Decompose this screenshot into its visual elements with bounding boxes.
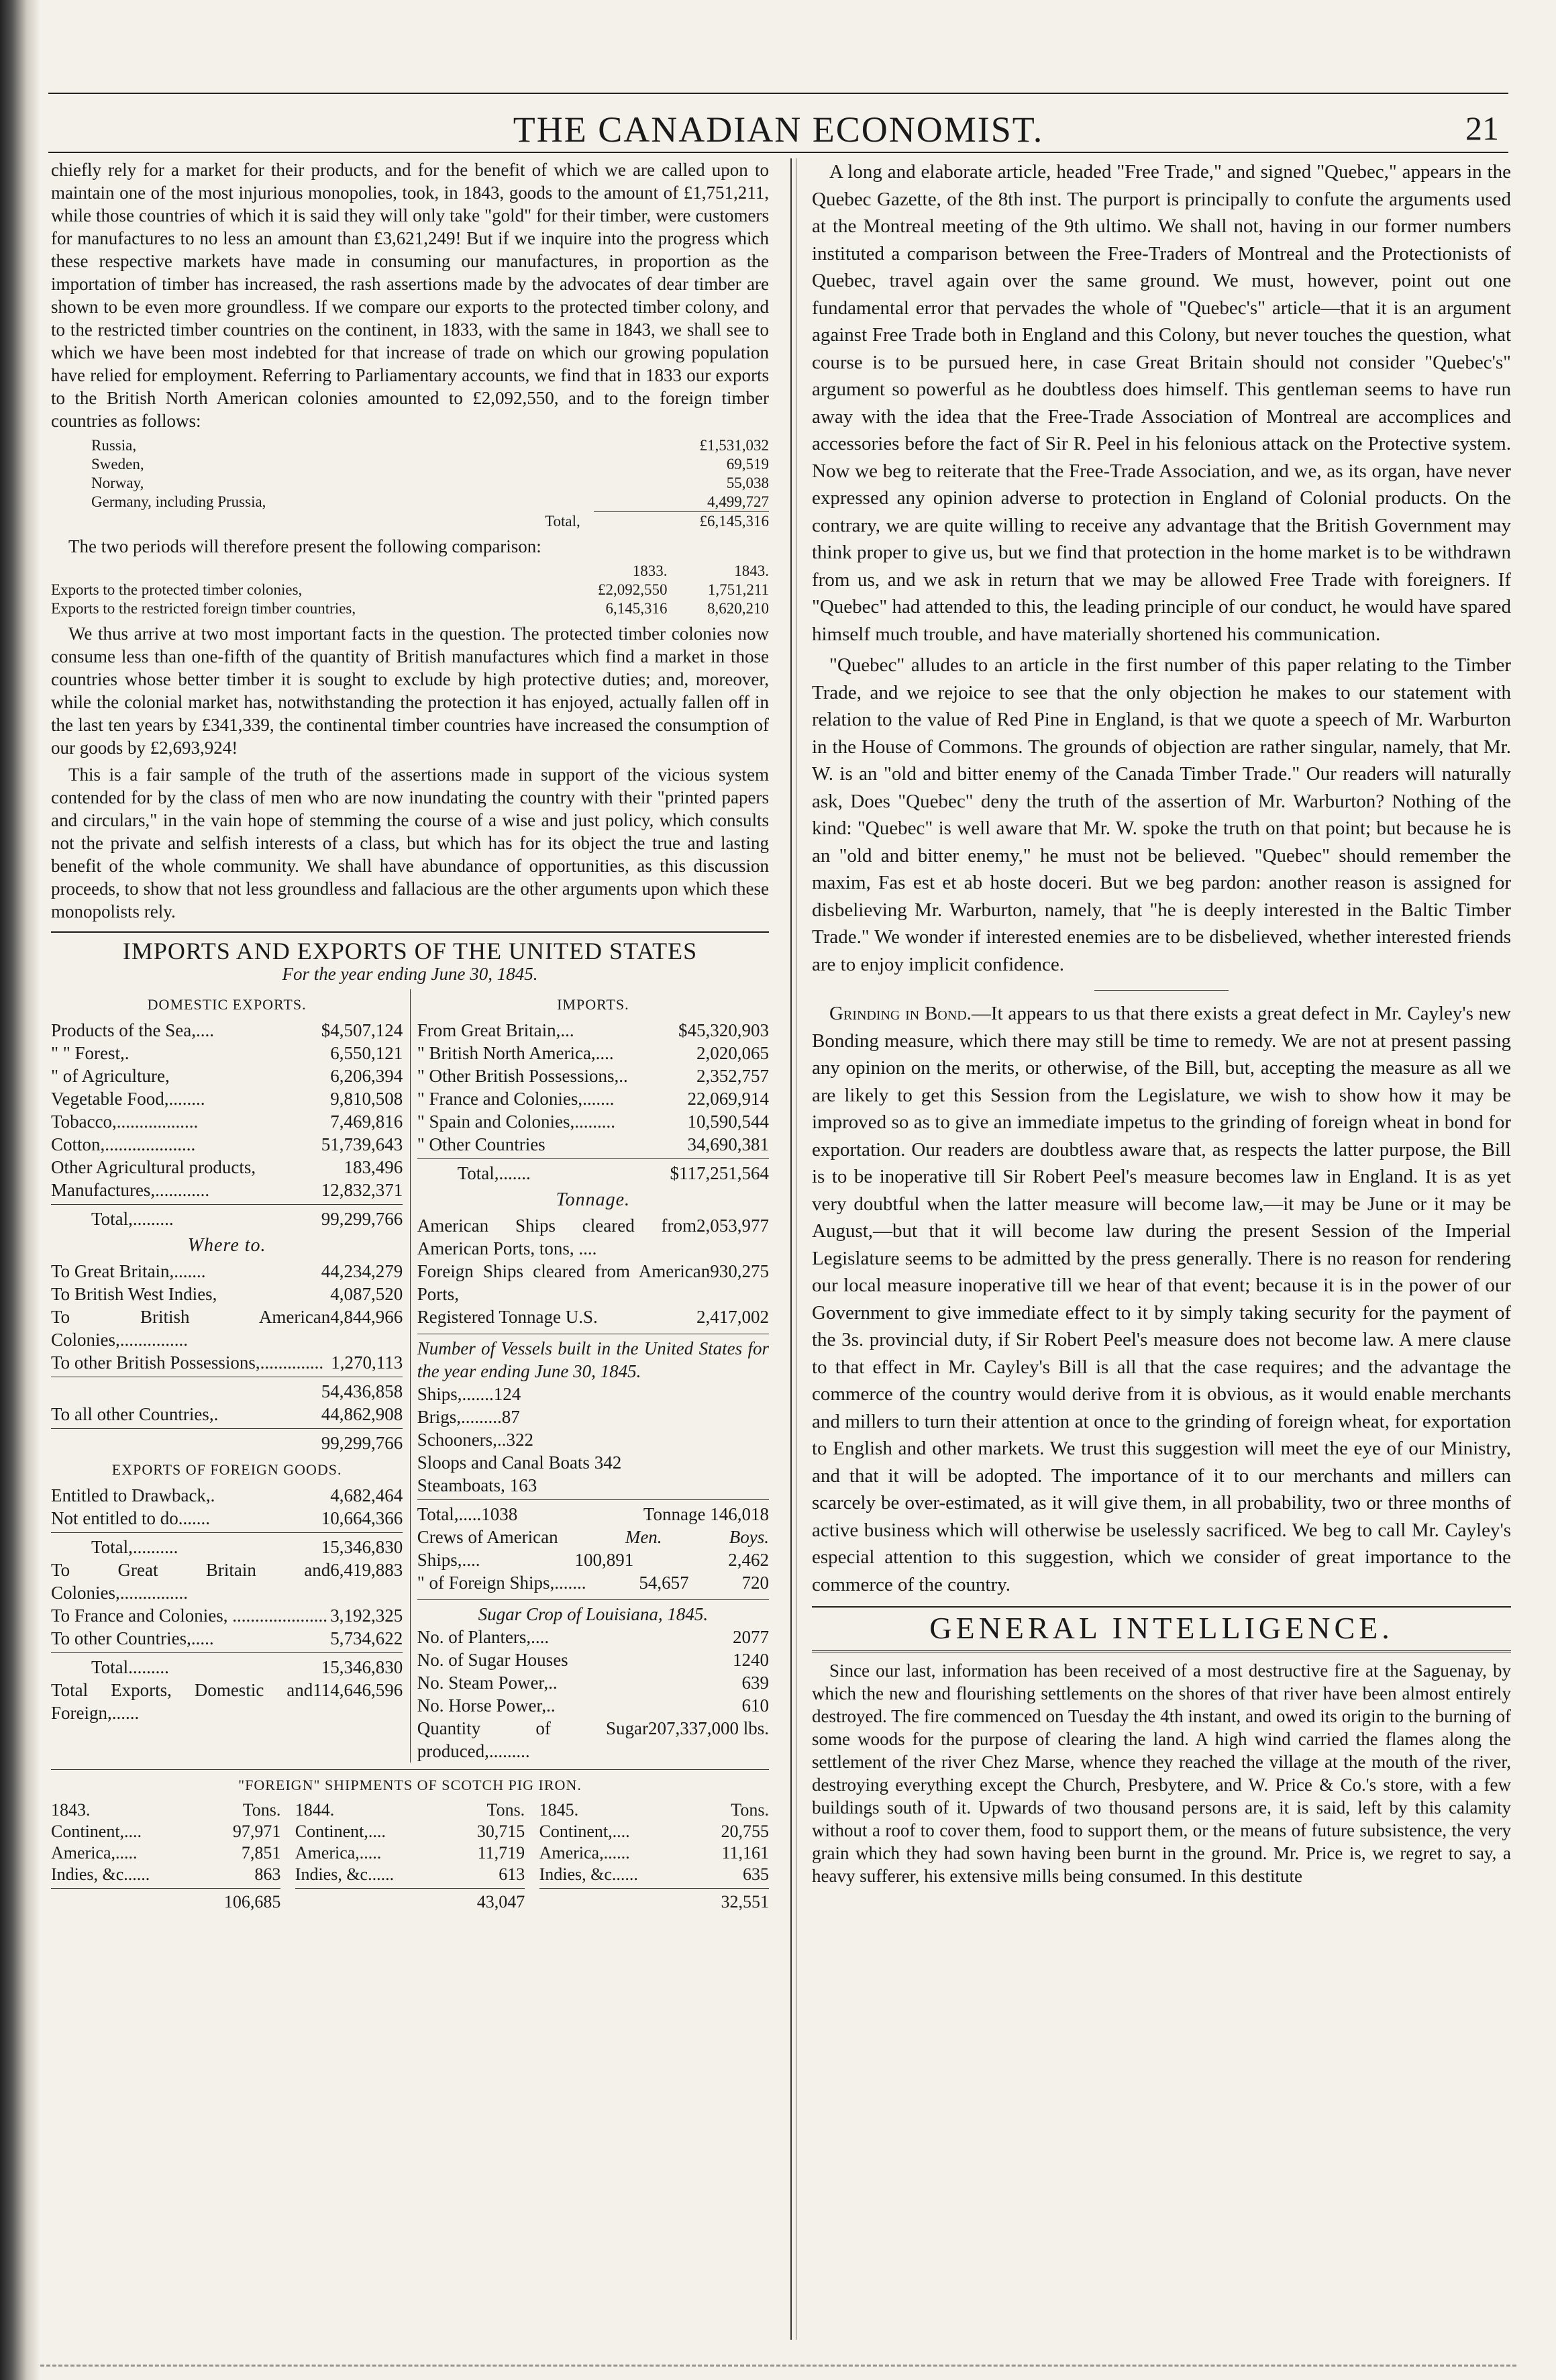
list-item: " France and Colonies,....... 22,069,914 [417, 1089, 769, 1109]
section-rule [812, 1650, 1511, 1652]
total-row: Total......... 15,346,830 [51, 1652, 403, 1679]
list-item: " British North America,.... 2,020,065 [417, 1043, 769, 1063]
crews-head: Crews of American Men. Boys. [417, 1527, 769, 1547]
pig-iron-col: 1844. Tons. Continent,.... 30,715 America,..... 11,719 Indies, &c...... 613 43,047 [295, 1800, 525, 1912]
table-row: Norway, 55,038 [91, 475, 769, 491]
list-item: To all other Countries,. 44,862,908 [51, 1404, 403, 1424]
total-row: Total,.....1038 Tonnage 146,018 [417, 1499, 769, 1526]
list-item: No. Horse Power,.. 610 [417, 1695, 769, 1716]
list-item: Steamboats, 163 [417, 1475, 537, 1495]
list-item: Total Exports, Domestic and Foreign,...... 114,646,596 [51, 1680, 403, 1723]
list-item: Sloops and Canal Boats 342 [417, 1452, 622, 1473]
section-rule [1094, 990, 1229, 991]
total-row: 32,551 [539, 1888, 769, 1913]
article-paragraph: A long and elaborate article, headed "Free Trade," and signed "Quebec," appears in the Quebec Gazette, of the 8th inst. The purport is principally to confute the arguments used at the Montreal meeting of the 9th ultimo. We shall not, having in our former numbers instituted a comparison between the Free-Traders of Montreal and the Protectionists of Quebec, travel again over the same ground. We must, however, point out one fundamental error that pervades the whole of "Quebec's" article—that it is an argument against Free Trade both in England and this Colony, but never touches the question, what course is to be pursued here, in case Great Britain should not consider "Quebec's" argument so powerful as he doubtless does himself. This gentleman seems to have run away with the idea that the Free-Trade Association of Montreal are accomplices and accessories before the fact of Sir R. Peel in his felonious attack on the Protective system. Now we beg to reiterate that the Free-Trade Association, and we, as its organ, have never expressed any opinion adverse to protection in England of Colonial products. On the contrary, we are quite willing to receive any advantage that the British Government may think proper to give us, but we find that protection in the home market is to be withdrawn from us, and we ask in return that we may be allowed Free Trade with foreigners. If "Quebec" had attended to this, the leading principle of our conduct, he would have spared himself much trouble, and have materially shortened his communication. [812, 161, 1511, 645]
total-row: 106,685 [51, 1888, 280, 1913]
foreign-goods-head: EXPORTS OF FOREIGN GOODS. [111, 1461, 342, 1478]
list-item: " of Agriculture, 6,206,394 [51, 1066, 403, 1086]
list-item: From Great Britain,... $45,320,903 [417, 1020, 769, 1040]
list-item: Continent,.... 30,715 [295, 1822, 525, 1841]
article-paragraph: We thus arrive at two most important facts in the question. The protected timber colonies now consume less than one-fifth of the quantity of British manufactures which find a market in those countries whose better timber it is sought to exclude by high protective duties; and, moreover, while the colonial market has, notwithstanding the protection it has enjoyed, actually fallen off in the last ten years by £341,339, the continental timber countries have increased the consumption of our goods by £2,693,924! [51, 624, 769, 758]
table-row: Germany, including Prussia, 4,499,727 [51, 493, 769, 512]
list-item: Ships,.... 100,891 2,462 [417, 1550, 769, 1570]
total-row: Total,......... 99,299,766 [51, 1204, 403, 1230]
vessels-head: Number of Vessels built in the United States for the year ending June 30, 1845. [417, 1334, 769, 1383]
left-column [51, 158, 769, 1913]
sugar-head: Sugar Crop of Louisiana, 1845. [417, 1599, 769, 1626]
domestic-exports-head: DOMESTIC EXPORTS. [147, 996, 307, 1013]
list-item: " Spain and Colonies,......... 10,590,544 [417, 1111, 769, 1132]
list-item: " of Foreign Ships,....... 54,657 720 [417, 1573, 769, 1593]
list-item: To other British Possessions,.............. 1,270,113 [51, 1352, 403, 1373]
imports-head: IMPORTS. [557, 996, 629, 1013]
list-item: To other Countries,..... 5,734,622 [51, 1628, 403, 1648]
table-row: 1833. 1843. [632, 562, 769, 579]
list-item: Other Agricultural products, 183,496 [51, 1157, 403, 1177]
pig-iron-title: "FOREIGN" SHIPMENTS OF SCOTCH PIG IRON. [238, 1777, 582, 1793]
imports-column [410, 989, 769, 1763]
list-item: To Great Britain,....... 44,234,279 [51, 1261, 403, 1281]
section-rule [51, 1769, 769, 1770]
article-paragraph: Grinding in Bond.—It appears to us that there exists a great defect in Mr. Cayley's new Bonding measure, which there may still be time to remedy. We are not at present passing any opinion on the merits, or otherwise, of the Bill, but, accepting the measure as all we are likely to get this Session from the Legislature, we wish to show how it may be improved so as to give an immediate impetus to the grinding of foreign wheat in bond for exportation. Our readers are doubtless aware that, as respects the latter purpose, the Bill is to be inoperative till Sir Robert Peel's measure becomes law in England. It is as yet very doubtful when the latter measure will become law,—it may be June or it may be August,—but that it will become law during the present Session of the Imperial Legislature seems to be admitted by the press generally. There is no reason for rendering our local measure inoperative till we hear of that event; because it is in the power of our Government to give immediate effect to it by simply taking security for the payment of the 3s. provincial duty, if Sir Robert Peel's measure does not become law. A mere clause to that effect in Mr. Cayley's Bill is all that the case requires; and the advantage the commerce of the country would derive from it is obvious, as it would enable merchants and millers to turn their attention at once to the grinding of foreign wheat, for exportation to English and other markets. We trust this suggestion will meet the eye of our Ministry, and that it will be adopted. The importance of it to our merchants and millers can scarcely be over-estimated, as it will give them, in all probability, two or three months of active business which will otherwise be uselessly sacrificed. We beg to call Mr. Cayley's especial attention to this suggestion, which we consider of great importance to the commerce of the country. [812, 1003, 1511, 1595]
list-item: To Great Britain and Colonies,............... 6,419,883 [51, 1560, 403, 1603]
right-column [812, 158, 1511, 1891]
total-row: Total,....... $117,251,564 [417, 1158, 769, 1185]
article-paragraph: chiefly rely for a market for their products, and for the benefit of which we are called upon to maintain one of the most injurious monopolies, took, in 1843, goods to the amount of £1,751,211, while those countries of which it is said they will only take "gold" for their timber, were customers for manufactures to no less an amount than £3,621,249! But if we inquire into the progress which these respective markets have made in consuming our manufactures, in proportion as the importation of timber has increased, the rash assertions made by the advocates of dear timber are shown to be even more groundless. If we compare our exports to the protected timber colony, and to the restricted timber countries on the continent, in 1833, with the same in 1843, we shall see to which we have been most indebted for that increase of trade on which our growing population have relied for employment. Referring to Parliamentary accounts, we find that in 1833 our exports to the British North American colonies amounted to £2,092,550, and to the foreign timber countries as follows: [51, 160, 769, 431]
list-item: Ships,.......124 [417, 1384, 521, 1404]
list-item: Brigs,.........87 [417, 1407, 520, 1427]
list-item: Schooners,..322 [417, 1430, 533, 1450]
section-rule [812, 1606, 1511, 1608]
countries-table [51, 436, 769, 531]
list-item: Indies, &c...... 635 [539, 1865, 769, 1884]
list-item: Tobacco,.................. 7,469,816 [51, 1111, 403, 1132]
list-item: America,..... 11,719 [295, 1843, 525, 1863]
list-item: Cotton,.................... 51,739,643 [51, 1134, 403, 1154]
list-item: Registered Tonnage U.S. 2,417,002 [417, 1307, 769, 1327]
article-lead: Grinding in Bond. [829, 1003, 972, 1024]
bottom-edge [40, 2365, 1516, 2376]
list-item: " Other British Possessions,.. 2,352,757 [417, 1066, 769, 1086]
list-item: Indies, &c...... 613 [295, 1865, 525, 1884]
list-item: Vegetable Food,........ 9,810,508 [51, 1089, 403, 1109]
list-item: No. Steam Power,.. 639 [417, 1673, 769, 1693]
list-item: America,..... 7,851 [51, 1843, 281, 1863]
general-intelligence-title: GENERAL INTELLIGENCE. [929, 1611, 1394, 1645]
column-divider [790, 158, 792, 2340]
list-item: Quantity of Sugar produced,......... 207,337,000 lbs. [417, 1718, 769, 1761]
imports-tables [51, 989, 769, 1763]
list-item: To British American Colonies,............... 4,844,966 [51, 1307, 403, 1350]
list-item: Manufactures,............ 12,832,371 [51, 1180, 403, 1200]
total-row: 43,047 [295, 1888, 525, 1913]
total-row: Total,.......... 15,346,830 [51, 1532, 403, 1558]
list-item: " " Forest,. 6,550,121 [51, 1043, 403, 1063]
section-rule [51, 931, 769, 933]
comparison-table [51, 562, 769, 618]
list-item: No. of Sugar Houses 1240 [417, 1650, 769, 1670]
page-header [48, 106, 1508, 148]
article-paragraph: This is a fair sample of the truth of the assertions made in support of the vicious system contended for by the class of men who are now inundating the country with their "printed papers and circulars," in the vain hope of stemming the course of a wise and just policy, which consults not the private and selfish interests of a class, but which has for its object the true and lasting benefit of the whole community. We shall have abundance of opportunities, as this discussion proceeds, to show that not less groundless and fallacious are the other arguments upon which these monopolists rely. [51, 764, 769, 922]
tonnage-head: Tonnage. [556, 1189, 631, 1210]
list-item: To British West Indies, 4,087,520 [51, 1284, 403, 1304]
page-number: 21 [1465, 109, 1499, 147]
pig-iron-col: 1845. Tons. Continent,.... 20,755 America,...... 11,161 Indies, &c...... 635 32,551 [539, 1800, 769, 1912]
article-paragraph: Since our last, information has been received of a most destructive fire at the Saguenay, by which the new and flourishing settlements on the shores of that river have been almost entirely destroyed. The fire commenced on Tuesday the 4th instant, and owed its origin to the burning of some woods for the purpose of clearing the land. A high wind carried the flames along the settlement of the river Chez Marse, whence they reached the village at the mouth of the river, destroying everything except the Church, Presbytere, and W. Price & Co.'s store, with a few buildings south of it. Upwards of two thousand persons are, it is said, left by this calamity without a roof to cover them, food to support them, or the means of future subsistence, the very grain which they had sown having been burnt in the ground. Mr. Price is, we regret to say, a heavy sufferer, his extensive mills being consumed. In this destitute [812, 1660, 1511, 1886]
list-item: America,...... 11,161 [539, 1843, 769, 1863]
list-item: Foreign Ships cleared from American Ports, 930,275 [417, 1261, 769, 1304]
table-row: Exports to the protected timber colonies, £2,092,550 1,751,211 [51, 581, 769, 598]
list-item: Products of the Sea,.... $4,507,124 [51, 1020, 403, 1040]
pig-iron-col: 1843. Tons. Continent,.... 97,971 America,..... 7,851 Indies, &c...... 863 106,685 [51, 1800, 281, 1912]
header-rule [48, 152, 1508, 153]
table-row: Total, £6,145,316 [545, 512, 769, 530]
list-item: Entitled to Drawback,. 4,682,464 [51, 1485, 403, 1505]
pig-iron-table [51, 1799, 769, 1913]
list-item: To France and Colonies, ..................... 3,192,325 [51, 1605, 403, 1626]
article-paragraph: The two periods will therefore present the following comparison: [68, 536, 541, 556]
table-row: Russia, £1,531,032 [91, 437, 769, 454]
page-binding-edge [0, 0, 40, 2380]
subtotal-row: 54,436,858 [51, 1377, 403, 1403]
imports-title: IMPORTS AND EXPORTS OF THE UNITED STATES [122, 938, 698, 964]
list-item: Continent,.... 20,755 [539, 1822, 769, 1841]
list-item: " Other Countries 34,690,381 [417, 1134, 769, 1154]
table-row: Exports to the restricted foreign timber countries, 6,145,316 8,620,210 [51, 600, 769, 617]
list-item: Continent,.... 97,971 [51, 1822, 281, 1841]
table-row: Sweden, 69,519 [91, 456, 769, 473]
article-paragraph: "Quebec" alludes to an article in the first number of this paper relating to the Timber Trade, and we rejoice to see that the only objection he makes to our statement with relation to the value of Red Pine in England, is that we quote a speech of Mr. Warburton in the House of Commons. The grounds of objection are rather singular, namely, that Mr. W. is an "old and bitter enemy of the Canada Timber Trade." Our readers will naturally ask, Does "Quebec" deny the truth of the assertion of Mr. Warburton? Nothing of the kind: "Quebec" is well aware that Mr. W. spoke the truth on that point; but because he is an "old and bitter enemy," he must not be believed. "Quebec" should remember the maxim, Fas est et ab hoste doceri. But we beg pardon: another reason is assigned for disbelieving Mr. Warburton, namely, that "he is deeply interested in the Baltic Timber Trade." We wonder if interested enemies are to be disbelieved, whether interested friends are to enjoy implicit confidence. [812, 654, 1511, 975]
total-row: 99,299,766 [51, 1428, 403, 1454]
where-to-head: Where to. [187, 1235, 266, 1256]
list-item: Indies, &c...... 863 [51, 1865, 281, 1884]
list-item: Not entitled to do....... 10,664,366 [51, 1508, 403, 1528]
masthead-title: THE CANADIAN ECONOMIST. [513, 109, 1044, 150]
newspaper-page [40, 0, 1516, 2380]
list-item: No. of Planters,.... 2077 [417, 1627, 769, 1647]
imports-subtitle: For the year ending June 30, 1845. [282, 964, 538, 984]
exports-column [51, 989, 403, 1763]
list-item: American Ships cleared from American Ports, tons, .... 2,053,977 [417, 1216, 769, 1258]
